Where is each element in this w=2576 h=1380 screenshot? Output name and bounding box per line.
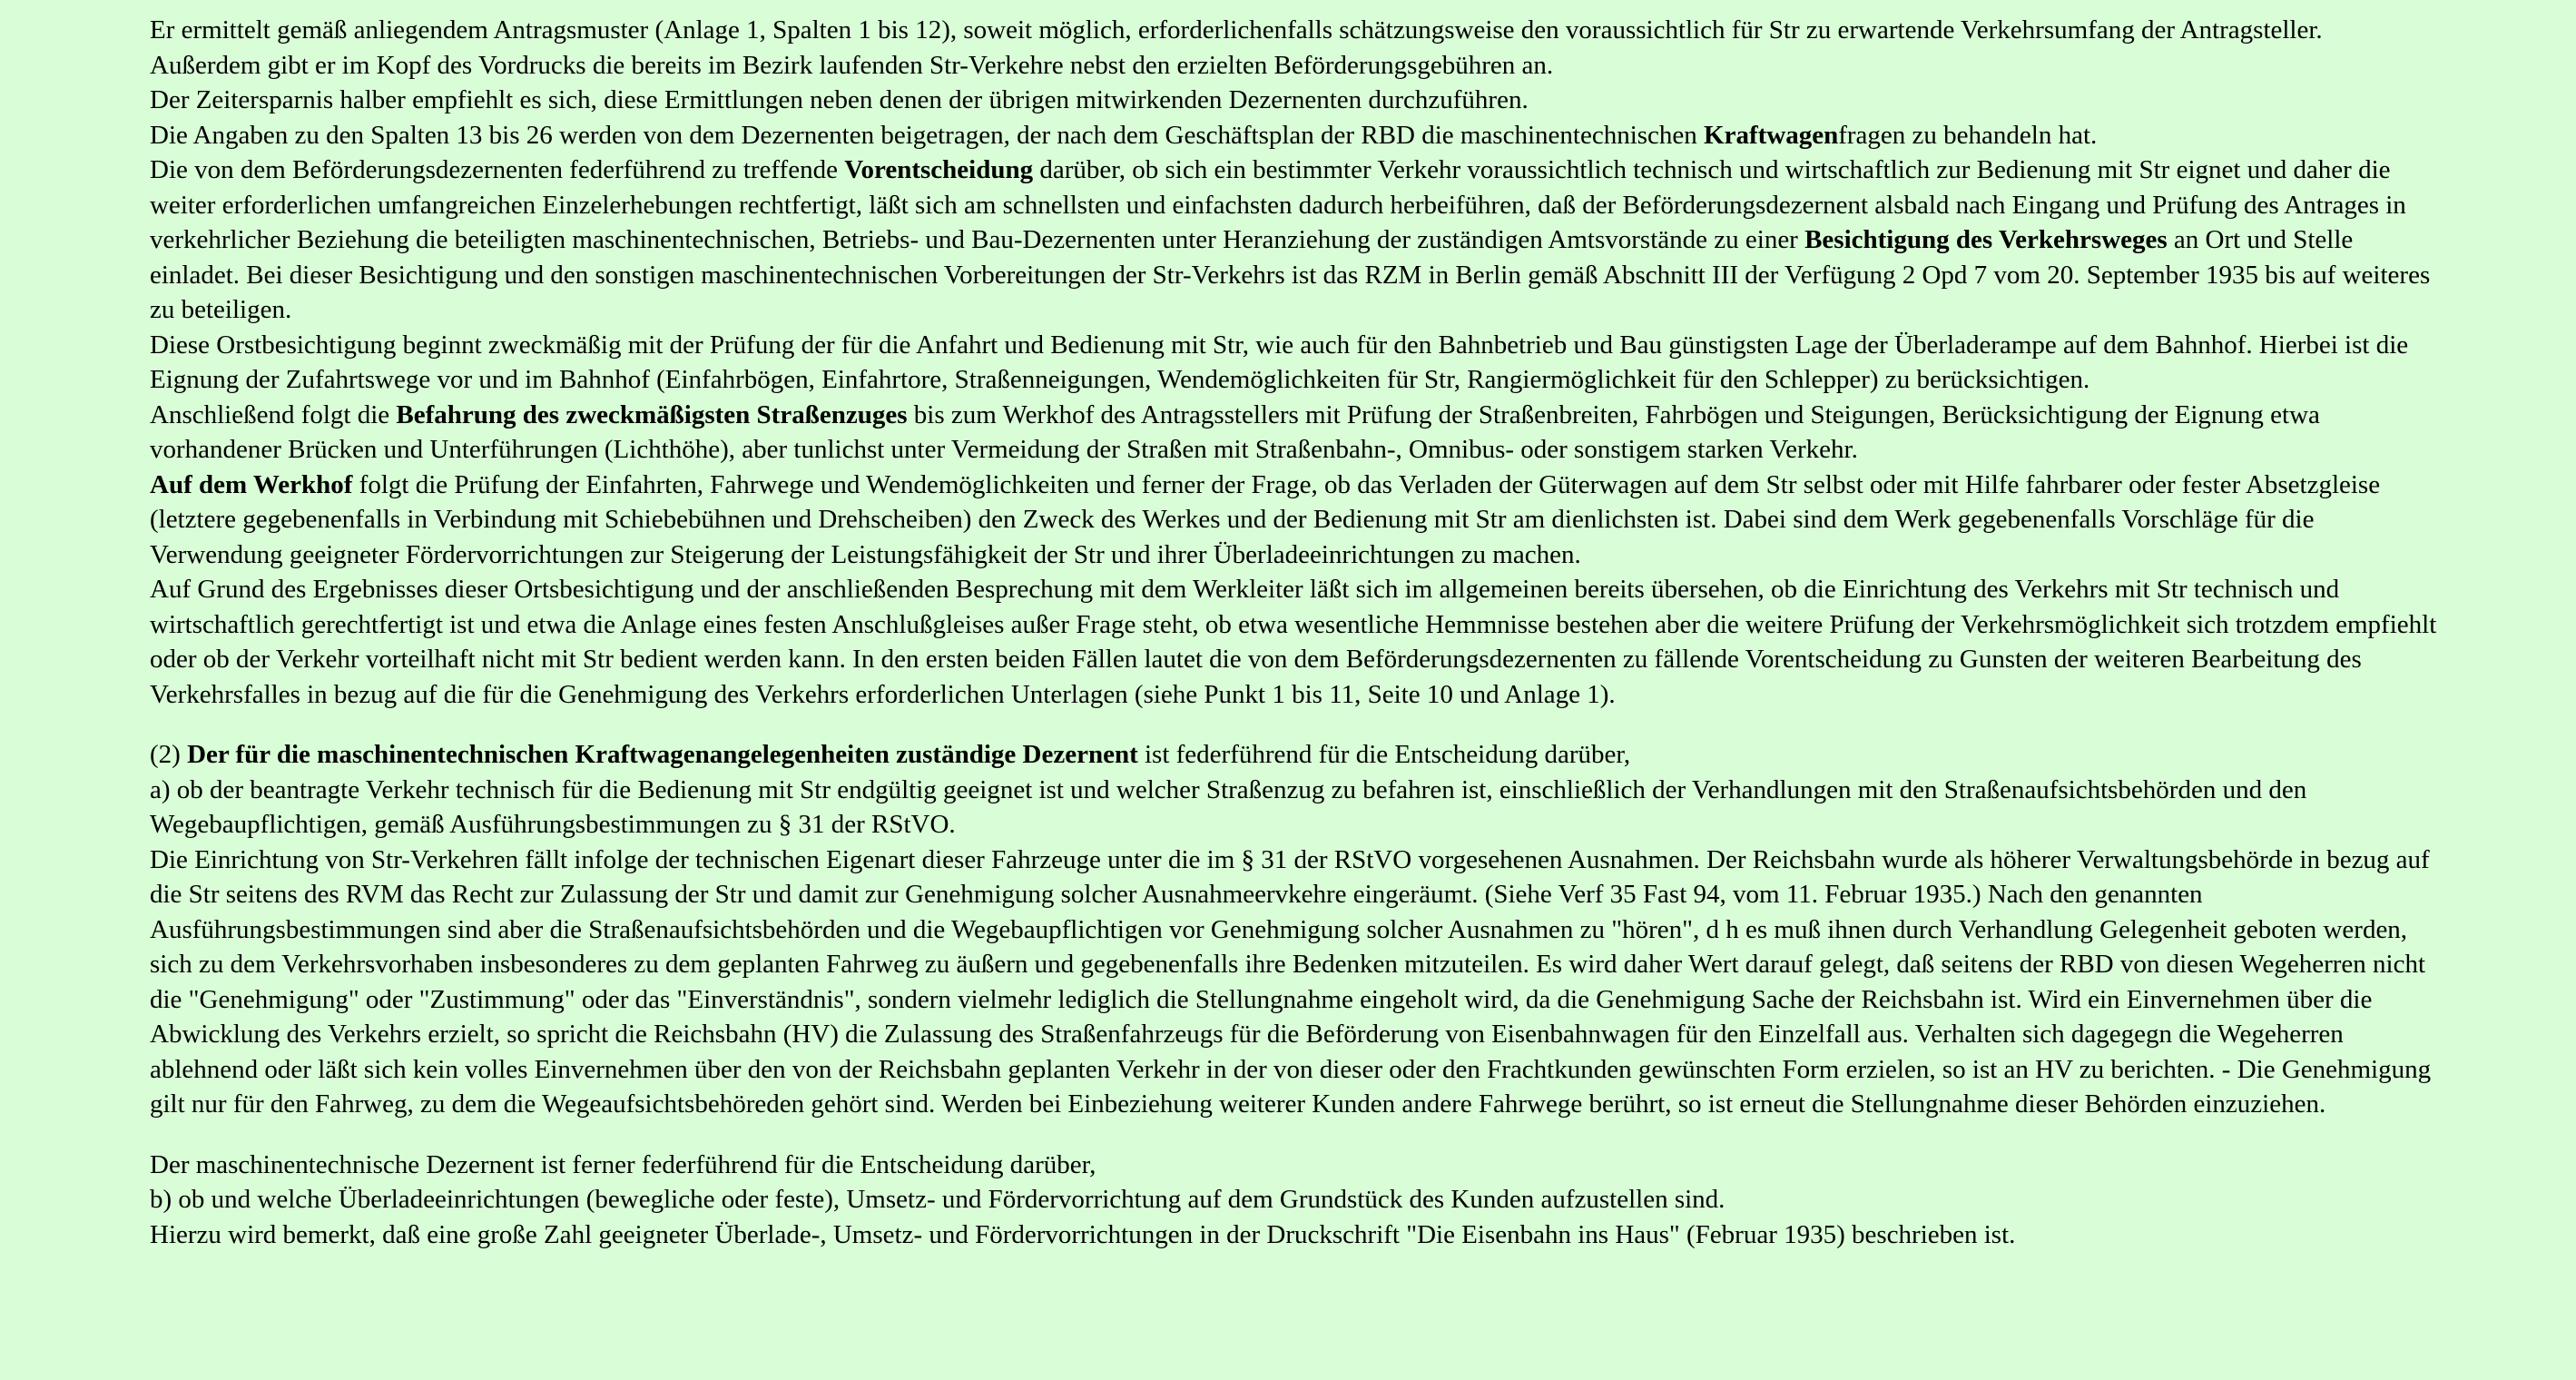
paragraph <box>150 737 2437 773</box>
text-run: Die von dem Beförderungsdezernenten federführend zu treffende <box>150 155 845 184</box>
text-run: folgt die Prüfung der Einfahrten, Fahrwege und Wendemöglichkeiten und ferner der Frage, ob das Verladen der Güterwagen auf dem Str selbst oder mit Hilfe fahrbarer oder fester Absetzgleise (letztere gegebenenfalls in Verbindung mit Schiebebühnen und Drehscheiben) den Zweck des Werkes und der Bedienung mit Str am dienlichsten ist. Dabei sind dem Werk gegebenenfalls Vorschläge für die Verwendung geeigneter Fördervorrichtungen zur Steigerung der Leistungsfähigkeit der Str und ihrer Überladeeinrichtungen zu machen. <box>150 469 2381 569</box>
text-run: an Ort und Stelle einladet. Bei dieser Besichtigung und den sonstigen maschinentechnischen Vorbereitungen der Str-Verkehrs ist das RZM in Berlin gemäß Abschnitt III der Verfügung 2 Opd 7 vom 20. September 1935 bis auf weiteres zu beteiligen. <box>150 225 2431 324</box>
text-run: Der Zeitersparnis halber empfiehlt es sich, diese Ermittlungen neben denen der übrigen mitwirkenden Dezernenten durchzuführen. <box>150 85 1529 114</box>
bold-text: Befahrung des zweckmäßigsten Straßenzuges <box>396 399 908 429</box>
text-run: Der maschinentechnische Dezernent ist ferner federführend für die Entscheidung darüber, <box>150 1149 1096 1179</box>
section-part2 <box>150 737 2437 1122</box>
paragraph <box>150 572 2437 712</box>
text-run: fragen zu behandeln hat. <box>1838 120 2098 150</box>
paragraph <box>150 468 2437 573</box>
paragraph <box>150 118 2437 153</box>
bold-text: Vorentscheidung <box>844 155 1034 184</box>
text-run: ist federführend für die Entscheidung darüber, <box>1137 740 1631 769</box>
bold-text: Auf dem Werkhof <box>150 469 353 499</box>
section-part1 <box>150 13 2437 712</box>
paragraph <box>150 843 2437 1122</box>
paragraph <box>150 398 2437 468</box>
paragraph <box>150 1182 2437 1217</box>
document-page <box>150 13 2437 1252</box>
text-run: (2) <box>150 740 188 769</box>
paragraph <box>150 328 2437 398</box>
section-part3 <box>150 1148 2437 1253</box>
bold-text: Kraftwagen <box>1704 120 1839 150</box>
text-run: Diese Orstbesichtigung beginnt zweckmäßig mit der Prüfung der für die Anfahrt und Bedienung mit Str, wie auch für den Bahnbetrieb und Bau günstigsten Lage der Überladerampe auf dem Bahnhof. Hierbei ist die Eignung der Zufahrtswege vor und im Bahnhof (Einfahrbögen, Einfahrtore, Straßenneigungen, Wendemöglichkeiten für Str, Rangiermöglichkeit für den Schlepper) zu berücksichtigen. <box>150 330 2409 394</box>
paragraph <box>150 1148 2437 1183</box>
text-run: a) ob der beantragte Verkehr technisch für die Bedienung mit Str endgültig geeignet ist und welcher Straßenzug zu befahren ist, einschließlich der Verhandlungen mit den Straßenaufsichtsbehörden und den Wegebaupflichtigen, gemäß Ausführungsbestimmungen zu § 31 der RStVO. <box>150 774 2307 839</box>
bold-text: Der für die maschinentechnischen Kraftwagenangelegenheiten zuständige Dezernent <box>187 740 1138 769</box>
text-run: darüber, ob sich ein bestimmter Verkehr voraussichtlich technisch und wirtschaftlich zur Bedienung mit Str eignet und daher die weiter erforderlichen umfangreichen Einzelerhebungen rechtfertigt, läßt sich am schnellsten und einfachsten dadurch herbeiführen, daß der Beförderungsdezernent alsbald nach Eingang und Prüfung des Antrages in verkehrlicher Beziehung die beteiligten maschinentechnischen, Betriebs- und Bau-Dezernenten unter Heranziehung der zuständigen Amtsvorstände zu einer <box>150 155 2406 254</box>
paragraph <box>150 773 2437 843</box>
section-gap <box>150 1122 2437 1148</box>
paragraph <box>150 83 2437 118</box>
text-run: Die Einrichtung von Str-Verkehren fällt infolge der technischen Eigenart dieser Fahrzeuge unter die im § 31 der RStVO vorgesehenen Ausnahmen. Der Reichsbahn wurde als höherer Verwaltungsbehörde in bezug auf die Str seitens des RVM das Recht zur Zulassung der Str und damit zur Genehmigung solcher Ausnahmeervkehre eingeräumt. (Siehe Verf 35 Fast 94, vom 11. Februar 1935.) Nach den genannten Ausführungsbestimmungen sind aber die Straßenaufsichtsbehörden und die Wegebaupflichtigen vor Genehmigung solcher Ausnahmen zu "hören", d h es muß ihnen durch Verhandlung Gelegenheit geboten werden, sich zu dem Verkehrsvorhaben insbesonderes zu dem geplanten Fahrweg zu äußern und gegebenenfalls ihre Bedenken mitzuteilen. Es wird daher Wert darauf gelegt, daß seitens der RBD von diesen Wegeherren nicht die "Genehmigung" oder "Zustimmung" oder das "Einverständnis", sondern vielmehr lediglich die Stellungnahme eingeholt wird, da die Genehmigung Sache der Reichsbahn ist. Wird ein Einvernehmen über die Abwicklung des Verkehrs erzielt, so spricht die Reichsbahn (HV) die Zulassung des Straßenfahrzeugs für die Beförderung von Eisenbahnwagen für den Einzelfall aus. Verhalten sich dagegegn die Wegeherren ablehnend oder läßt sich kein volles Einvernehmen über den von der Reichsbahn geplanten Verkehr in der von dieser oder den Frachtkunden gewünschten Form erzielen, so ist an HV zu berichten. - Die Genehmigung gilt nur für den Fahrweg, zu dem die Wegeaufsichtsbehöreden gehört sind. Werden bei Einbeziehung weiterer Kunden andere Fahrwege berührt, so ist erneut die Stellungnahme dieser Behörden einzuziehen. <box>150 844 2432 1119</box>
text-run: Er ermittelt gemäß anliegendem Antragsmuster (Anlage 1, Spalten 1 bis 12), soweit möglich, erforderlichenfalls schätzungsweise den voraussichtlich für Str zu erwartende Verkehrsumfang der Antragsteller. Außerdem gibt er im Kopf des Vordrucks die bereits im Bezirk laufenden Str-Verkehre nebst den erzielten Beförderungsgebühren an. <box>150 15 2323 80</box>
bold-text: Besichtigung des Verkehrsweges <box>1804 225 2168 254</box>
section-gap <box>150 712 2437 737</box>
text-run: Die Angaben zu den Spalten 13 bis 26 werden von dem Dezernenten beigetragen, der nach dem Geschäftsplan der RBD die maschinentechnischen <box>150 120 1705 150</box>
paragraph <box>150 1217 2437 1253</box>
text-run: Auf Grund des Ergebnisses dieser Ortsbesichtigung und der anschließenden Besprechung mit dem Werkleiter läßt sich im allgemeinen bereits übersehen, ob die Einrichtung des Verkehrs mit Str technisch und wirtschaftlich gerechtfertigt ist und etwa die Anlage eines festen Anschlußgleises außer Frage steht, ob etwa wesentliche Hemmnisse bestehen aber die weitere Prüfung der Verkehrsmöglichkeit sich trotzdem empfiehlt oder ob der Verkehr vorteilhaft nicht mit Str bedient werden kann. In den ersten beiden Fällen lautet die von dem Beförderungsdezernenten zu fällende Vorentscheidung zu Gunsten der weiteren Bearbeitung des Verkehrsfalles in bezug auf die für die Genehmigung des Verkehrs erforderlichen Unterlagen (siehe Punkt 1 bis 11, Seite 10 und Anlage 1). <box>150 575 2437 709</box>
text-run: Hierzu wird bemerkt, daß eine große Zahl geeigneter Überlade-, Umsetz- und Fördervorrichtungen in der Druckschrift "Die Eisenbahn ins Haus" (Februar 1935) beschrieben ist. <box>150 1219 2016 1249</box>
text-run: b) ob und welche Überladeeinrichtungen (bewegliche oder feste), Umsetz- und Fördervorrichtung auf dem Grundstück des Kunden aufzustellen sind. <box>150 1185 1726 1214</box>
paragraph <box>150 13 2437 83</box>
text-run: bis zum Werkhof des Antragsstellers mit Prüfung der Straßenbreiten, Fahrbögen und Steigungen, Berücksichtigung der Eignung etwa vorhandener Brücken und Unterführungen (Lichthöhe), aber tunlichst unter Vermeidung der Straßen mit Straßenbahn-, Omnibus- oder sonstigem starken Verkehr. <box>150 399 2320 464</box>
text-run: Anschließend folgt die <box>150 399 397 429</box>
paragraph <box>150 153 2437 328</box>
